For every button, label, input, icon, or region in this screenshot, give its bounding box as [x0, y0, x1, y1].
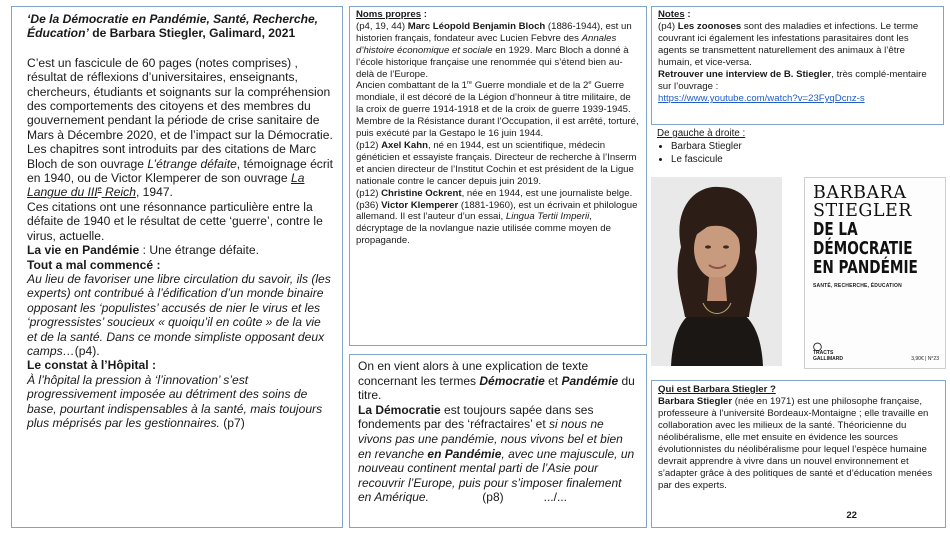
author-portrait	[651, 177, 782, 366]
caption-item: • Le fascicule	[671, 153, 857, 166]
proper-names-heading: Noms propres :	[356, 9, 427, 20]
cover-title-1: DE LA	[813, 220, 858, 240]
citations-paragraph: Ces citations ont une résonnance particulière entre la défaite de 1940 et le résultat de cette ‘guerre’, contre le virus, actuelle.	[27, 199, 323, 243]
entry-marc-bloch-war: Ancien combattant de la 1re Guerre mondiale et de la 2e Guerre mondiale, il est décoré de la Légion d’honneur à titre militaire, de la croix de guerre 1914-1918 et de la croix de guerre 1939-1945. Membre de la Résistance durant l’Occupation, il est arrêté, torturé, puis exécuté par la Gestapo le 16 juin 1944.	[356, 80, 639, 140]
interview-link[interactable]: https://www.youtube.com/watch?v=23FyqDcnz-s	[658, 93, 865, 104]
proper-names-panel	[349, 6, 647, 346]
portrait-illustration	[651, 177, 782, 366]
entry-victor-klemperer: (p36) Victor Klemperer (1881-1960), est un écrivain et philologue allemand. Il est l’auteur d’un essai, Lingua Tertii Imperii, décryptage de la novlangue nazie utilisée comme moyen de propagande.	[356, 199, 638, 247]
explanation-democratie: La Démocratie est toujours sapée dans ses fondements par des ‘réfractaires’ et si nous ne vivons pas une pandémie, nous vivons bel et bien en revanche en Pandémie, avec une majuscule, un nouveau continent mental parti de l’Asie pour recouvrir l’Europe, puis pour s’imposer finalement en Amérique. (p8) .../...	[358, 402, 635, 505]
continued-marker: .../...	[543, 490, 567, 505]
book-title: ‘De la Démocratie en Pandémie, Santé, Recherche, Éducation’ de Barbara Stiegler, Galimard, 2021	[27, 12, 319, 41]
chapters-paragraph: Les chapitres sont introduits par des citations de Marc Bloch de son ouvrage L’étrange défaite, témoignage écrit en 1940, ou de Victor Klemperer de son ouvrage La Langue du IIIe Reich, 1947.	[27, 142, 333, 200]
entry-christine-ockrent: (p12) Christine Ockrent, née en 1944, est une journaliste belge.	[356, 187, 633, 199]
cover-price: 3,90€ | N°23	[911, 356, 939, 362]
note-zoonoses: (p4) Les zoonoses sont des maladies et infections. Le terme couvrant ici également les infestations parasitaires dont les agents se transmettent naturellement des animaux à l’être humain, et vice-versa.	[658, 21, 919, 68]
entry-axel-kahn: (p12) Axel Kahn, né en 1944, est un scientifique, médecin généticien et essayiste français. Directeur de recherche à l’Inserm et ancien directeur de l’Institut Cochin et est président de la Ligue nationale contre le cancer depuis juin 2019.	[356, 139, 637, 187]
section-constat-hopital: Le constat à l’Hôpital :	[27, 358, 157, 373]
bio-heading: Qui est Barbara Stiegler ?	[658, 384, 776, 395]
cover-title-3: EN PANDÉMIE	[813, 258, 918, 278]
intro-paragraph: C’est un fascicule de 60 pages (notes comprises) , résultat de réflexions d’universitaires, enseignants, chercheurs, étudiants et soignants sur la compréhension des comportements des citoyens et des membres du gouvernement pendant la période de crise sanitaire de Mars à Décembre 2020, et de l’impact sur la Démocratie.	[27, 55, 333, 142]
explanation-intro: On en vient alors à une explication de texte concernant les termes Démocratie et Pandémie du titre.	[358, 359, 635, 403]
cover-title-2: DÉMOCRATIE	[813, 239, 913, 259]
explanation-panel	[349, 354, 647, 528]
page-number: 22	[846, 510, 857, 521]
cover-subtitle: SANTÉ, RECHERCHE, ÉDUCATION	[813, 283, 902, 289]
section-vie-en-pandemie: La vie en Pandémie : Une étrange défaite.	[27, 243, 259, 258]
publisher-logo-icon: ◯	[813, 342, 822, 351]
bio-text: Barbara Stiegler (née en 1971) est une philosophe française, professeure à l’université Bordeaux-Montaigne ; elle travaille en collaboration avec les milieux de la santé. Théoricienne du néolibéralisme, elle met ensuite en évidence les sources évolutionnistes du néolibéralisme pour lequel l’espèce humaine devrait apprendre à vivre dans un nouvel environnement et s’adapter grâce à des politiques de santé et d’éducation menées par des experts.	[658, 396, 933, 491]
book-cover	[804, 177, 946, 369]
entry-marc-bloch: (p4, 19, 44) Marc Léopold Benjamin Bloch (1886-1944), est un historien français, fondateur avec Lucien Febvre des Annales d’histoire économique et sociale en 1929. Marc Bloch a donné à l’école historique française une renommée qui s’étend bien au-delà de l’Europe.	[356, 20, 632, 80]
main-review-panel	[11, 6, 343, 528]
caption-item: • Barbara Stiegler	[671, 140, 857, 153]
author-bio-panel	[651, 380, 946, 528]
cover-author-first: BARBARA	[813, 183, 907, 203]
caption-heading: De gauche à droite :	[657, 128, 746, 139]
note-interview: Retrouver une interview de B. Stiegler, très complé-mentaire sur l’ouvrage :	[658, 69, 927, 92]
quote-experts: Au lieu de favoriser une libre circulation du savoir, ils (les experts) ont contribué à l’édification d’un monde binaire opposant les ‘populistes’ accusés de nier le virus et les ‘progressistes’ soucieux « quoiqu’il en coûte » de la vie et de la santé. Dans ce monde simpliste opposant deux camps…(p4).	[27, 271, 331, 358]
notes-heading: Notes :	[658, 9, 691, 20]
cover-publisher: ◯ TRACTS GALLIMARD	[813, 342, 843, 362]
quote-hopital: À l’hôpital la pression à ‘l’innovation’ s’est progressivement imposée au détriment des soins de base, pourtant indispensables à la santé, mais toujours plus méprisés par les gestionnaires. (p7)	[27, 372, 323, 430]
page-reference: (p8)	[482, 490, 504, 505]
cover-author-last: STIEGLER	[813, 201, 912, 221]
notes-panel	[651, 6, 944, 125]
image-caption	[657, 127, 857, 166]
section-tout-a-mal-commence: Tout a mal commencé :	[27, 257, 161, 272]
